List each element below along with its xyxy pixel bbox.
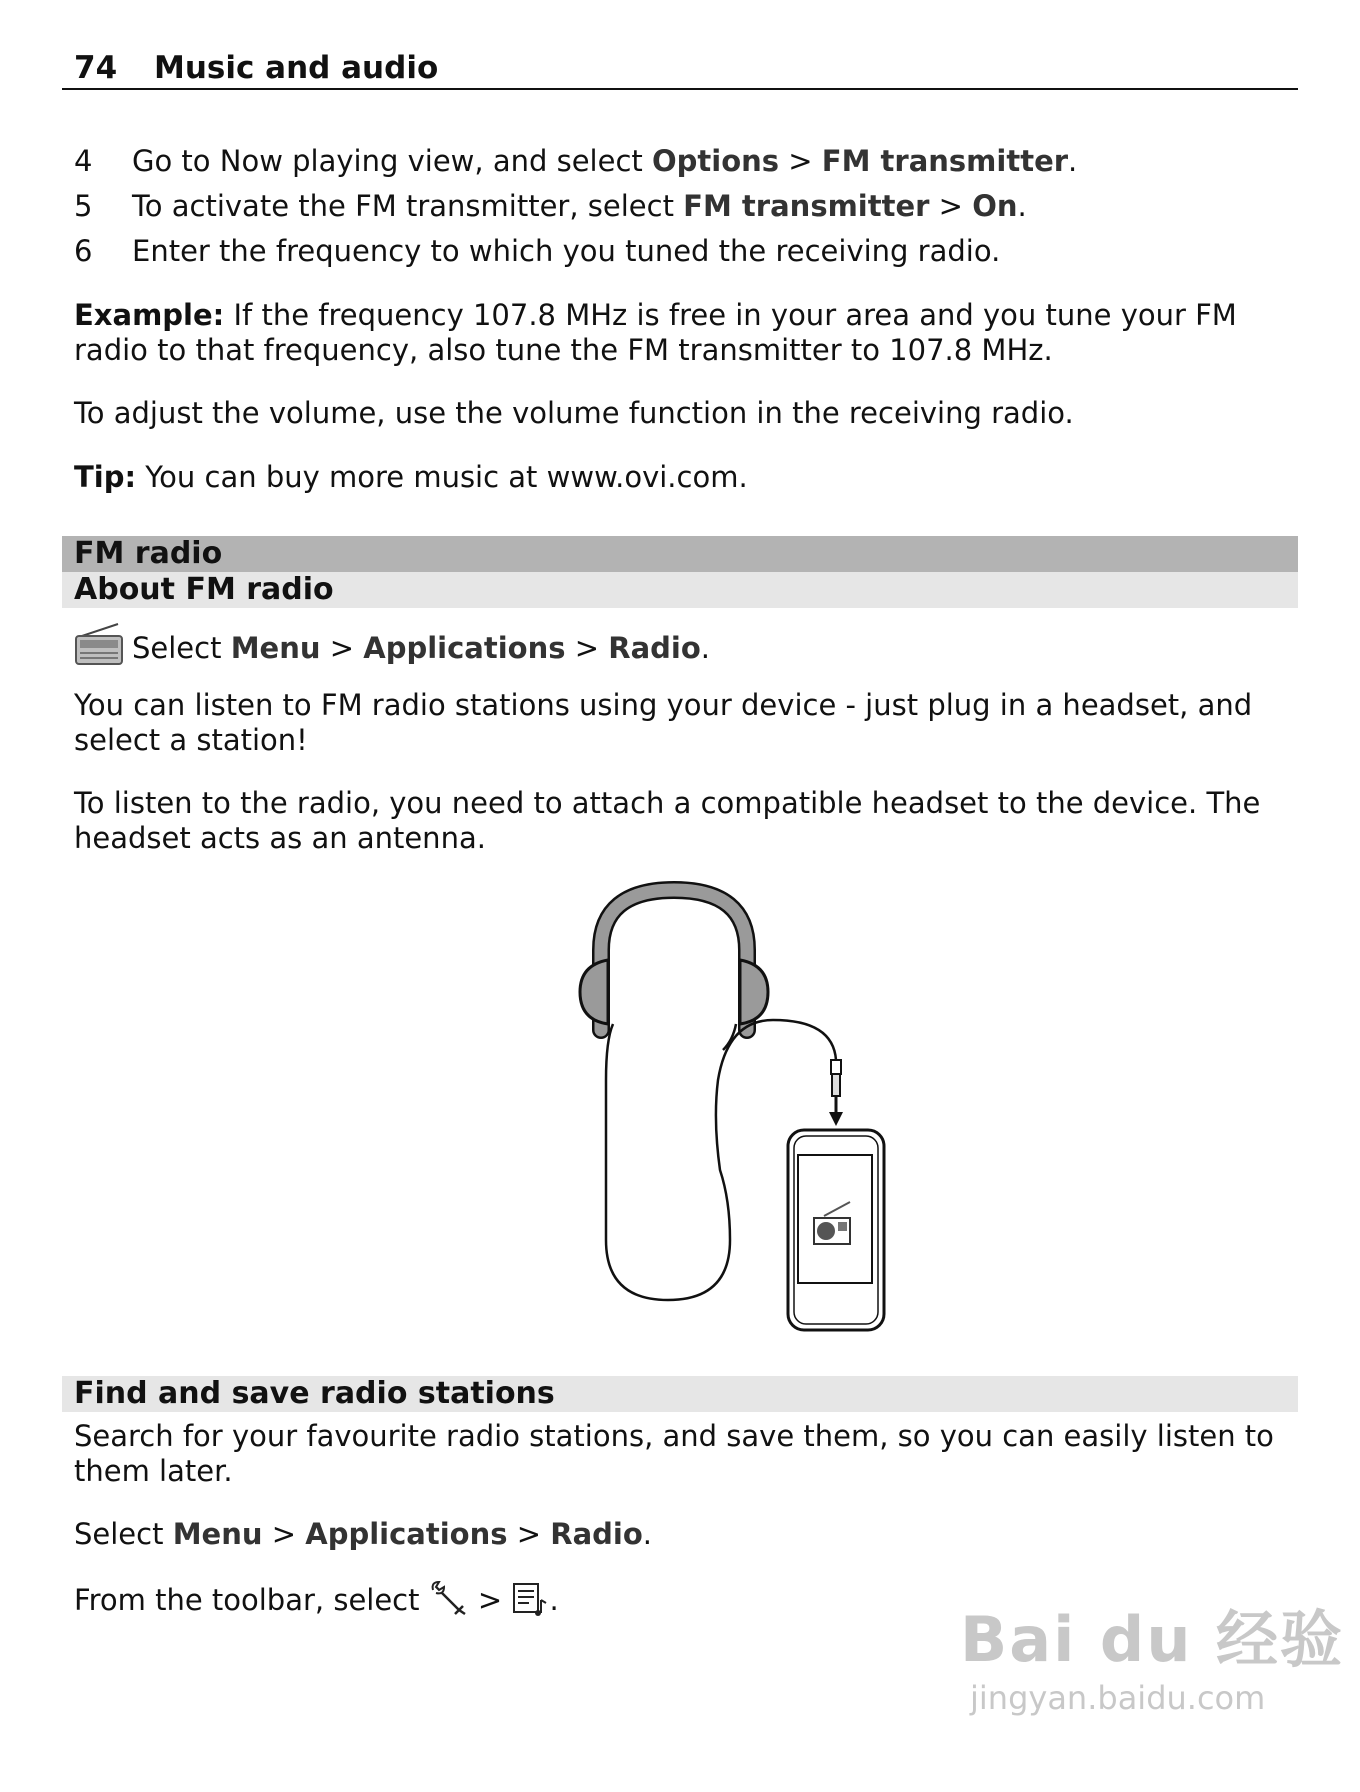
- ui-menu: Menu: [230, 631, 321, 665]
- page-number: 74: [74, 50, 118, 86]
- step-number: 5: [74, 189, 93, 223]
- ui-applications: Applications: [305, 1517, 508, 1551]
- listen-paragraph: You can listen to FM radio stations using your device - just plug in a headset, and select a station!: [74, 688, 1253, 757]
- step-number: 4: [74, 144, 93, 178]
- phone-icon: [788, 1130, 884, 1330]
- about-select-line: Select Menu > Applications > Radio.: [74, 622, 1298, 674]
- example-label: Example:: [74, 298, 225, 332]
- about-fm-radio-heading: About FM radio: [62, 572, 1298, 608]
- wrench-icon: [429, 1580, 469, 1626]
- ui-radio: Radio: [608, 631, 701, 665]
- find-save-select-line: Select Menu > Applications > Radio.: [74, 1517, 653, 1551]
- step-text: Enter the frequency to which you tuned the receiving radio.: [132, 234, 1001, 268]
- ui-menu: Menu: [172, 1517, 263, 1551]
- watermark-main: Bai du 经验: [960, 1603, 1345, 1676]
- radio-icon: [74, 622, 124, 674]
- watermark-url: jingyan.baidu.com: [970, 1679, 1266, 1717]
- headset-phone-illustration: [518, 880, 898, 1354]
- baidu-watermark: [960, 1590, 1344, 1717]
- example-text: If the frequency 107.8 MHz is free in your area and you tune your FM radio to that frequency, also tune the FM transmitter to 107.8 MHz.: [74, 298, 1237, 367]
- tip-paragraph: [74, 460, 1298, 495]
- ui-applications: Applications: [363, 631, 566, 665]
- page-header: [62, 46, 1298, 90]
- headset-icon: [580, 890, 768, 1030]
- ui-options: Options: [651, 144, 780, 178]
- volume-paragraph: To adjust the volume, use the volume function in the receiving radio.: [74, 396, 1074, 430]
- section-title: Music and audio: [154, 50, 439, 86]
- audio-plug: [831, 1060, 841, 1112]
- find-save-heading: Find and save radio stations: [62, 1376, 1298, 1412]
- example-paragraph: [74, 298, 1298, 368]
- step-text: Go to Now playing view, and select Options > FM transmitter.: [132, 144, 1078, 178]
- ui-radio: Radio: [550, 1517, 643, 1551]
- toolbar-line: From the toolbar, select > .: [74, 1580, 1298, 1626]
- headset-paragraph: To listen to the radio, you need to attach a compatible headset to the device. The headset acts as an antenna.: [74, 786, 1261, 855]
- fm-radio-heading: FM radio: [62, 536, 1298, 572]
- tip-text: You can buy more music at www.ovi.com.: [136, 460, 748, 494]
- step-number: 6: [74, 234, 93, 268]
- tip-label: Tip:: [74, 460, 137, 494]
- find-save-intro: Search for your favourite radio stations, and save them, so you can easily listen to them later.: [74, 1419, 1274, 1488]
- ui-fm-transmitter: FM transmitter: [683, 189, 930, 223]
- station-list-icon: [511, 1580, 549, 1626]
- ui-on: On: [972, 189, 1018, 223]
- ui-fm-transmitter: FM transmitter: [821, 144, 1069, 178]
- step-text: To activate the FM transmitter, select FM transmitter > On.: [132, 189, 1027, 223]
